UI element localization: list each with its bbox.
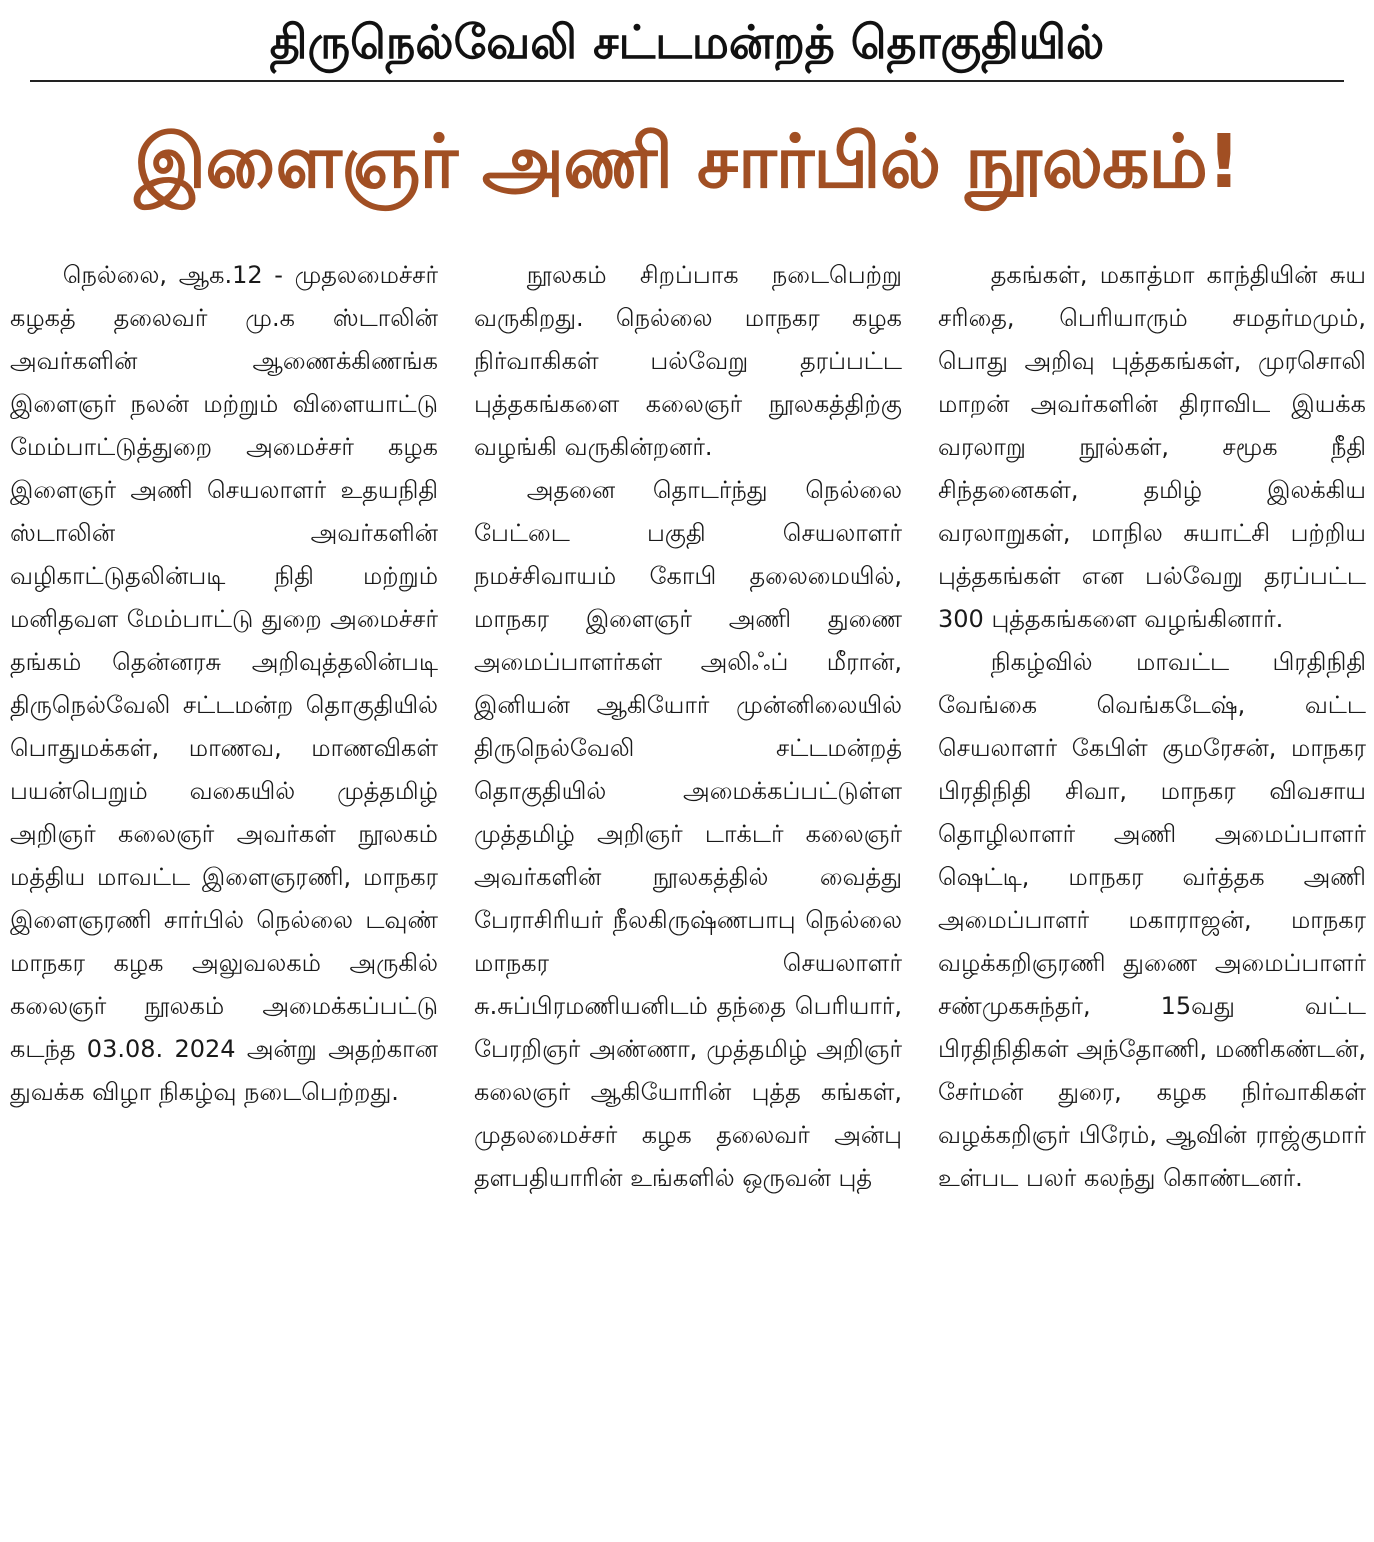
column-2-paragraph-2: அதனை தொடர்ந்து நெல்லை பேட்டை பகுதி செயலாளர் நமச்சிவாயம் கோபி தலைமையில், மாநகர இளைஞர் அணி துணை அமைப்பாளர்கள் அலிஃப் மீரான், இனியன் ஆகியோர் முன்னிலையில் திருநெல்வேலி சட்டமன்றத் தொகுதியில் அமைக்கப்பட்டுள்ள முத்தமிழ் அறிஞர் டாக்டர் கலைஞர் அவர்களின் நூலகத்தில் வைத்து பேராசிரியர் நீலகிருஷ்ணபாபு நெல்லை மாநகர செயலாளர் சு.சுப்பிரமணியனிடம் தந்தை பெரியார், பேரறிஞர் அண்ணா, முத்தமிழ் அறிஞர் கலைஞர் ஆகியோரின் புத்த கங்கள், முதலமைச்சர் கழக தலைவர் அன்பு தளபதியாரின் உங்களில் ஒருவன் புத்: [474, 476, 902, 1192]
column-3-paragraph-2: நிகழ்வில் மாவட்ட பிரதிநிதி வேங்கை வெங்கடேஷ், வட்ட செயலாளர் கேபிள் குமரேசன், மாநகர பிரதிநிதி சிவா, மாநகர விவசாய தொழிலாளர் அணி அமைப்பாளர் ஷெட்டி, மாநகர வர்த்தக அணி அமைப்பாளர் மகாராஜன், மாநகர வழக்கறிஞரணி துணை அமைப்பாளர் சண்முகசுந்தர், 15வது வட்ட பிரதிநிதிகள் அந்தோணி, மணிகண்டன், சேர்மன் துரை, கழக நிர்வாகிகள் வழக்கறிஞர் பிரேம், ஆவின் ராஜ்குமார் உள்பட பலர் கலந்து கொண்டனர்.: [938, 648, 1366, 1192]
article-column-3: [938, 254, 1366, 1536]
column-3-paragraph-1: தகங்கள், மகாத்மா காந்தியின் சுய சரிதை, பெரியாரும் சமதர்மமும், பொது அறிவு புத்தகங்கள், முரசொலி மாறன் அவர்களின் திராவிட இயக்க வரலாறு நூல்கள், சமூக நீதி சிந்தனைகள், தமிழ் இலக்கிய வரலாறுகள், மாநில சுயாட்சி பற்றிய புத்தகங்கள் என பல்வேறு தரப்பட்ட 300 புத்தகங்களை வழங்கினார்.: [938, 261, 1366, 633]
headline: இளைஞர் அணி சார்பில் நூலகம்!: [134, 119, 1240, 205]
kicker-title: திருநெல்வேலி சட்டமன்றத் தொகுதியில்: [269, 15, 1105, 69]
article-column-1: [10, 254, 438, 1536]
column-1-paragraph-1: நெல்லை, ஆக.12 - முதலமைச்சர் கழகத் தலைவர் மு.க ஸ்டாலின் அவர்களின் ஆணைக்கிணங்க இளைஞர் நலன் மற்றும் விளையாட்டு மேம்பாட்டுத்துறை அமைச்சர் கழக இளைஞர் அணி செயலாளர் உதயநிதி ஸ்டாலின் அவர்களின் வழிகாட்டுதலின்படி நிதி மற்றும் மனிதவள மேம்பாட்டு துறை அமைச்சர் தங்கம் தென்னரசு அறிவுத்தலின்படி திருநெல்வேலி சட்டமன்ற தொகுதியில் பொதுமக்கள், மாணவ, மாணவிகள் பயன்பெறும் வகையில் முத்தமிழ் அறிஞர் கலைஞர் அவர்கள் நூலகம் மத்திய மாவட்ட இளைஞரணி, மாநகர இளைஞரணி சார்பில் நெல்லை டவுண் மாநகர கழக அலுவலகம் அருகில் கலைஞர் நூலகம் அமைக்கப்பட்டு கடந்த 03.08. 2024 அன்று அதற்கான துவக்க விழா நிகழ்வு நடைபெற்றது.: [10, 261, 438, 1106]
column-2-paragraph-1: நூலகம் சிறப்பாக நடைபெற்று வருகிறது. நெல்லை மாநகர கழக நிர்வாகிகள் பல்வேறு தரப்பட்ட புத்தகங்களை கலைஞர் நூலகத்திற்கு வழங்கி வருகின்றனர்.: [474, 261, 902, 461]
kicker-divider: [30, 80, 1344, 82]
article-column-2: [474, 254, 902, 1536]
